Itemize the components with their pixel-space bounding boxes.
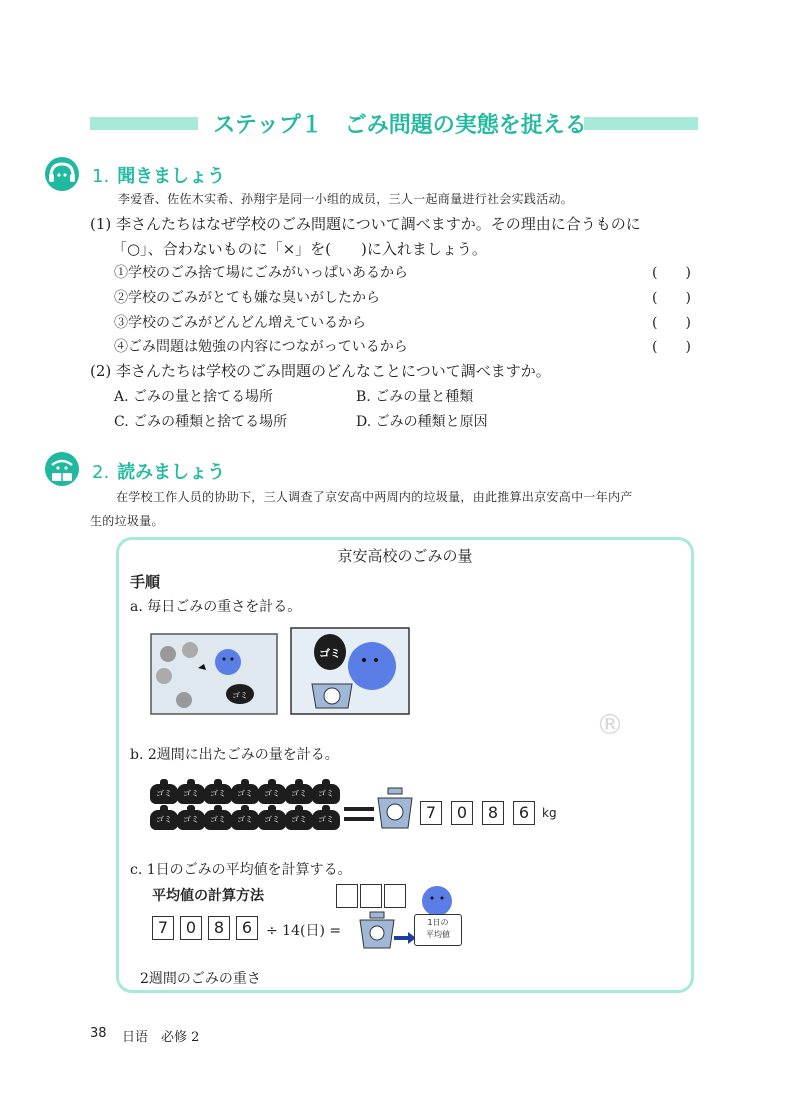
q1-text-line2: 「○」、合わないものに「×」を( )に入れましょう。: [112, 240, 487, 258]
page-title: ステップ１ ごみ問題の実態を捉える: [213, 113, 587, 138]
garbage-bag-icon: ゴミ: [231, 810, 259, 830]
q1-answer-4[interactable]: ( ): [652, 339, 691, 355]
procedure-label: 手順: [130, 573, 161, 591]
average-answer-box-1[interactable]: [336, 884, 358, 908]
garbage-bag-icon: ゴミ: [150, 810, 178, 830]
q2-option-b[interactable]: B. ごみの量と種類: [356, 389, 474, 405]
q2-option-c[interactable]: C. ごみの種類と捨てる場所: [114, 414, 288, 430]
q2-text: (2) 李さんたちは学校のごみ問題のどんなことについて調べますか。: [90, 362, 551, 380]
equals-sign: [344, 806, 374, 822]
header-bar-left: [90, 117, 198, 130]
registered-watermark: ®: [596, 708, 624, 741]
average-label-line2: 平均値: [426, 930, 450, 939]
q2-option-d[interactable]: D. ごみの種類と原因: [356, 414, 488, 430]
average-label-sign: [414, 914, 462, 946]
total-unit: kg: [542, 806, 557, 820]
garbage-bag-icon: ゴミ: [285, 784, 313, 804]
q1-answer-3[interactable]: ( ): [652, 315, 691, 331]
total-digit-3: 8: [482, 801, 504, 825]
garbage-bag-icon: ゴミ: [204, 784, 232, 804]
garbage-bag-icon: ゴミ: [150, 784, 178, 804]
page-number: 38: [90, 1026, 107, 1041]
section2-heading: [92, 458, 225, 484]
garbage-bag-icon: ゴミ: [312, 810, 340, 830]
garbage-bag-icon: ゴミ: [204, 810, 232, 830]
section1-title: 聞きましょう: [117, 166, 226, 187]
q1-item-2: ②学校のごみがとても嫌な臭いがしたから: [114, 290, 380, 306]
total-digit-1: 7: [420, 801, 442, 825]
divide-text: ÷ 14(日) =: [266, 923, 342, 939]
calc-digit-3: 8: [208, 916, 230, 940]
garbage-bag-icon: ゴミ: [312, 784, 340, 804]
svg-text:ゴミ: ゴミ: [232, 691, 248, 700]
step-c-text: c. 1日のごみの平均値を計算する。: [130, 862, 352, 878]
scale-illustration: [290, 624, 410, 716]
calc-digit-1: 7: [152, 916, 174, 940]
average-answer-box-2[interactable]: [360, 884, 382, 908]
garbage-bag-icon: ゴミ: [258, 810, 286, 830]
garbage-bag-icon: ゴミ: [258, 784, 286, 804]
header-bar-right: [584, 117, 698, 130]
total-digit-4: 6: [513, 801, 535, 825]
arrow-right-icon: [394, 932, 416, 944]
section1-intro: 李爱香、佐佐木实希、孙翔宇是同一小组的成员，三人一起商量进行社会实践活动。: [118, 192, 574, 206]
garbage-bag-icon: ゴミ: [231, 784, 259, 804]
section2-number: 2.: [92, 462, 110, 483]
calc-digit-2: 0: [180, 916, 202, 940]
calc-digit-4: 6: [236, 916, 258, 940]
section1-heading: [92, 162, 225, 188]
average-character-icon: [416, 884, 458, 916]
garbage-bag-icon: ゴミ: [177, 784, 205, 804]
average-label-line1: 1日の: [427, 918, 449, 927]
reading-face-icon: [44, 451, 80, 487]
scale-icon-average: [358, 910, 396, 950]
q1-item-4: ④ごみ問題は勉強の内容につながっているから: [114, 339, 408, 355]
calc-method-label: 平均値の計算方法: [152, 888, 264, 904]
q2-option-a[interactable]: A. ごみの量と捨てる場所: [114, 389, 274, 405]
q1-answer-2[interactable]: ( ): [652, 290, 691, 306]
step-a-text: a. 毎日ごみの重さを計る。: [130, 599, 302, 615]
q1-text-line1: (1) 李さんたちはなぜ学校のごみ問題について調べますか。その理由に合うものに: [90, 215, 641, 233]
step-b-text: b. 2週間に出たごみの量を計る。: [130, 747, 339, 763]
section2-title: 読みましょう: [117, 462, 226, 483]
box-title: 京安高校のごみの量: [337, 547, 473, 565]
average-answer-box-3[interactable]: [384, 884, 406, 908]
scale-icon-total: [376, 786, 414, 830]
svg-text:ゴミ: ゴミ: [319, 647, 341, 660]
two-week-caption: 2週間のごみの重さ: [140, 971, 261, 987]
section2-intro-line2: 生的垃圾量。: [90, 514, 164, 528]
garbage-bag-icon: ゴミ: [177, 810, 205, 830]
section1-number: 1.: [92, 166, 110, 187]
garbage-bag-icon: ゴミ: [285, 810, 313, 830]
q1-item-3: ③学校のごみがどんどん増えているから: [114, 315, 366, 331]
q1-answer-1[interactable]: ( ): [652, 265, 691, 281]
total-digit-2: 0: [451, 801, 473, 825]
book-title: 日语 必修 2: [122, 1030, 200, 1045]
listening-face-icon: [44, 156, 80, 192]
section2-intro-line1: 在学校工作人员的协助下，三人调查了京安高中两周内的垃圾量，由此推算出京安高中一年内产: [116, 490, 633, 504]
garbage-area-illustration: [150, 628, 278, 716]
q1-item-1: ①学校のごみ捨て場にごみがいっぱいあるから: [114, 265, 408, 281]
